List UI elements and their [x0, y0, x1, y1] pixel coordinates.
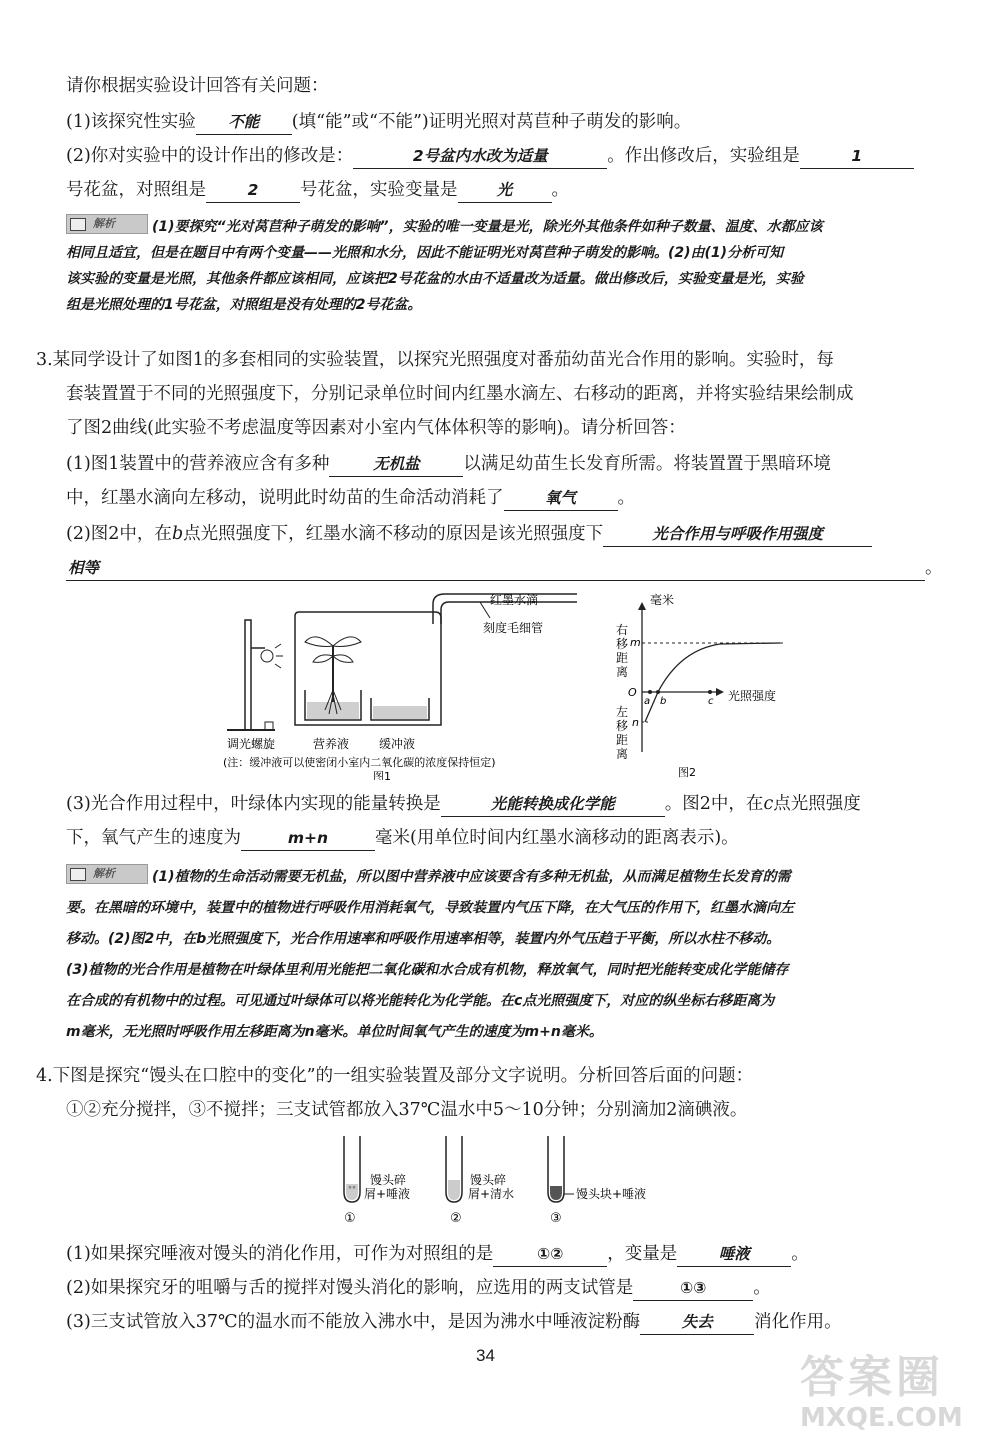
svg-text:移: 移 — [616, 719, 629, 733]
answer-blank: m+n — [241, 826, 375, 851]
seedling-leaf — [333, 637, 361, 647]
point-b — [656, 690, 660, 694]
x-axis-label: 光照强度 — [728, 689, 777, 703]
y-axis-label: 毫米 — [650, 593, 675, 607]
answer-blank: 不能 — [196, 110, 292, 135]
answer-blank: ①② — [493, 1242, 607, 1267]
svg-text:离: 离 — [616, 665, 629, 679]
nutrient-solution — [307, 702, 359, 719]
q2-p2b-text-mid: 号花盆，实验变量是 — [300, 180, 458, 200]
q2-p2-text-mid: 。作出修改后，实验组是 — [607, 146, 800, 166]
explanation-tag: 解析 — [66, 214, 148, 234]
light-ray — [275, 664, 281, 668]
book-icon — [70, 218, 86, 231]
watermark-logo — [800, 1352, 990, 1432]
svg-text:距: 距 — [616, 733, 629, 747]
svg-text:°°: °° — [348, 1185, 356, 1194]
answer-blank: 氧气 — [504, 486, 618, 511]
q3-stem-1: 3.某同学设计了如图1的多套相同的实验装置，以探究光照强度对番茄幼苗光合作用的影响。实验时，每 — [36, 350, 834, 370]
tube-3-number: ③ — [550, 1211, 562, 1226]
page-number: 34 — [476, 1346, 495, 1365]
tube-2-contents — [448, 1180, 460, 1200]
a-label: a — [644, 696, 651, 707]
y-label-right-move: 右 — [616, 623, 629, 637]
label-ink-drop: 红墨水滴 — [490, 593, 539, 607]
q3-part2: (2)图2中，在b点光照强度下，红墨水滴不移动的原因是该光照强度下 光合作用与呼吸作用强度 — [66, 522, 872, 547]
pointer-line — [480, 602, 490, 618]
seedling-leaf — [333, 655, 353, 663]
q2-part1 — [66, 110, 691, 135]
tube-2-label: 馒头碎 — [470, 1173, 507, 1187]
c-label: c — [708, 696, 714, 707]
q4-part3: (3)三支试管放入37℃的温水而不能放入沸水中，是因为沸水中唾液淀粉酶 失去 消化作用。 — [66, 1310, 842, 1335]
figure-1-apparatus — [215, 590, 585, 780]
knob-icon — [265, 722, 273, 730]
label-capillary: 刻度毛细管 — [483, 621, 544, 635]
curve-line — [645, 643, 780, 722]
q3-part1: (1)图1装置中的营养液应含有多种 无机盐 以满足幼苗生长发育所需。将装置置于黑暗环境 — [66, 452, 831, 477]
svg-text:移: 移 — [616, 637, 629, 651]
m-label: m — [630, 636, 641, 649]
q3-part3-cont: 下，氧气产生的速度为 m+n 毫米(用单位时间内红墨水滴移动的距离表示)。 — [66, 826, 739, 851]
svg-text:离: 离 — [616, 747, 629, 761]
q2-p2b-text-post: 。 — [551, 180, 569, 200]
buffer-solution — [373, 706, 427, 719]
answer-blank: 光合作用与呼吸作用强度 — [603, 522, 872, 547]
q2-p1-text-post: (填“能”或“不能”)证明光照对莴苣种子萌发的影响。 — [291, 112, 692, 132]
answer-blank: 无机盐 — [329, 452, 463, 477]
q4-stem: 4.下图是探究“馒头在口腔中的变化”的一组实验装置及部分文字说明。分析回答后面的问题： — [36, 1066, 754, 1086]
x-axis-arrow — [716, 688, 724, 696]
q4-stem-2: ①②充分搅拌，③不搅拌；三支试管都放入37℃温水中5～10分钟；分别滴加2滴碘液。 — [66, 1100, 748, 1120]
answer-blank: 光 — [458, 178, 552, 203]
book-icon — [70, 868, 86, 881]
q2-intro: 请你根据实验设计回答有关问题： — [66, 76, 329, 96]
explanation-tag: 解析 — [66, 864, 148, 884]
svg-text:屑+唾液: 屑+唾液 — [364, 1187, 411, 1201]
question-number: 3. — [36, 350, 53, 370]
answer-blank: 2号盆内水改为适量 — [353, 144, 607, 169]
q3-stem-3: 了图2曲线(此实验不考虑温度等因素对小室内气体体积等的影响)。请分析回答： — [66, 418, 686, 438]
tube-3-label: 馒头块+唾液 — [576, 1187, 647, 1201]
answer-blank: 相等 — [66, 556, 925, 581]
figure-2-caption: 图2 — [678, 766, 696, 779]
origin-label: O — [628, 686, 637, 699]
lamp-bulb-icon — [261, 650, 273, 662]
point-c — [708, 690, 712, 694]
q3-part1-cont: 中，红墨水滴向左移动，说明此时幼苗的生命活动消耗了 氧气 。 — [66, 486, 635, 511]
q3-explanation: 解析 (1)植物的生命活动需要无机盐，所以图中营养液中应该要含有多种无机盐，从而满足植物生长发育的需 要。在黑暗的环境中，装置中的植物进行呼吸作用消耗氧气，导致装置内气压下降，在大气压的作用下，红墨水滴向左 移动。(2)图2中，在b光照强度下，光合作用速率和呼吸作用速率相等，装置内外气压趋于平衡，所以水柱不移动。 (3)植物的光合作用是植物在叶绿体里利用光能把二氧化碳和水合成有机物，释放氧气，同时把光能转变成化学能储存 在合成的有机物中的过程。可见通过叶绿体可以将光能转化为化学能。在c点光照强度下，对应的纵坐标右移距离为 m毫米，无光照时呼吸作用左移距离为n毫米。单位时间氧气产生的速度为m+n毫米。 — [66, 862, 946, 1048]
q2-p2b-text: 号花盆，对照组是 — [66, 180, 206, 200]
q2-explanation: 解析 (1)要探究“光对莴苣种子萌发的影响”，实验的唯一变量是光，除光外其他条件如种子数量、温度、水都应该 相同且适宜，但是在题目中有两个变量——光照和水分，因此不能证明光对莴苣种子萌发的影响。(2)由(1)分析可知 该实验的变量是光照，其他条件都应该相同，应该把2号花盆的水由不适量改为适量。做出修改后，实验变量是光，实验 组是光照处理的1号花盆，对照组是没有处理的2号花盆。 — [66, 214, 946, 318]
q2-p2-text: (2)你对实验中的设计作出的修改是： — [66, 146, 354, 166]
tube-1-label: 馒头碎 — [370, 1173, 407, 1187]
q3-stem-2: 套装置置于不同的光照强度下，分别记录单位时间内红墨水滴左、右移动的距离，并将实验结果绘制成 — [66, 384, 854, 404]
watermark-text: 答案圈 — [800, 1352, 944, 1403]
answer-blank: 2 — [206, 178, 300, 203]
q2-part2-cont — [66, 178, 569, 203]
answer-blank: 失去 — [640, 1310, 754, 1335]
question-number: 4. — [36, 1066, 53, 1086]
answer-blank: 光能转换成化学能 — [441, 792, 665, 817]
tube-2-number: ② — [450, 1211, 462, 1226]
q3-part3: (3)光合作用过程中，叶绿体内实现的能量转换是 光能转换成化学能 。图2中，在c点光照强度 — [66, 792, 861, 817]
label-nutrient: 营养液 — [313, 737, 350, 751]
y-axis-arrow — [638, 602, 646, 610]
y-label-left-move: 左 — [616, 705, 629, 719]
label-knob: 调光螺旋 — [227, 737, 276, 751]
seedling-leaf — [313, 655, 333, 663]
tube-3-contents — [550, 1186, 562, 1200]
q2-part2 — [66, 144, 914, 169]
q4-part1: (1)如果探究唾液对馒头的消化作用，可作为对照组的是 ①② ，变量是 唾液 。 — [66, 1242, 809, 1267]
seedling-leaf — [305, 637, 333, 647]
light-ray — [275, 644, 281, 648]
figure-2-chart — [600, 592, 800, 780]
svg-text:屑+清水: 屑+清水 — [468, 1187, 515, 1201]
n-label: n — [632, 716, 639, 729]
lamp-stand — [245, 620, 251, 730]
q4-part2: (2)如果探究牙的咀嚼与舌的搅拌对馒头消化的影响，应选用的两支试管是 ①③ 。 — [66, 1276, 771, 1301]
answer-blank: ①③ — [633, 1276, 753, 1301]
label-buffer: 缓冲液 — [379, 737, 416, 751]
point-a — [648, 690, 652, 694]
q3-part2-cont: 相等 。 — [66, 556, 943, 581]
q4-test-tubes — [330, 1132, 670, 1228]
svg-text:距: 距 — [616, 651, 629, 665]
answer-blank: 唾液 — [677, 1242, 791, 1267]
q2-p1-text: (1)该探究性实验 — [66, 112, 196, 132]
answer-blank: 1 — [800, 144, 914, 169]
tube-1-number: ① — [344, 1211, 356, 1226]
figure-note: (注：缓冲液可以使密闭小室内二氧化碳的浓度保持恒定) — [223, 756, 496, 769]
watermark-url: MXQE.COM — [800, 1403, 963, 1433]
b-label: b — [660, 696, 667, 707]
figure-1-caption: 图1 — [373, 770, 391, 780]
